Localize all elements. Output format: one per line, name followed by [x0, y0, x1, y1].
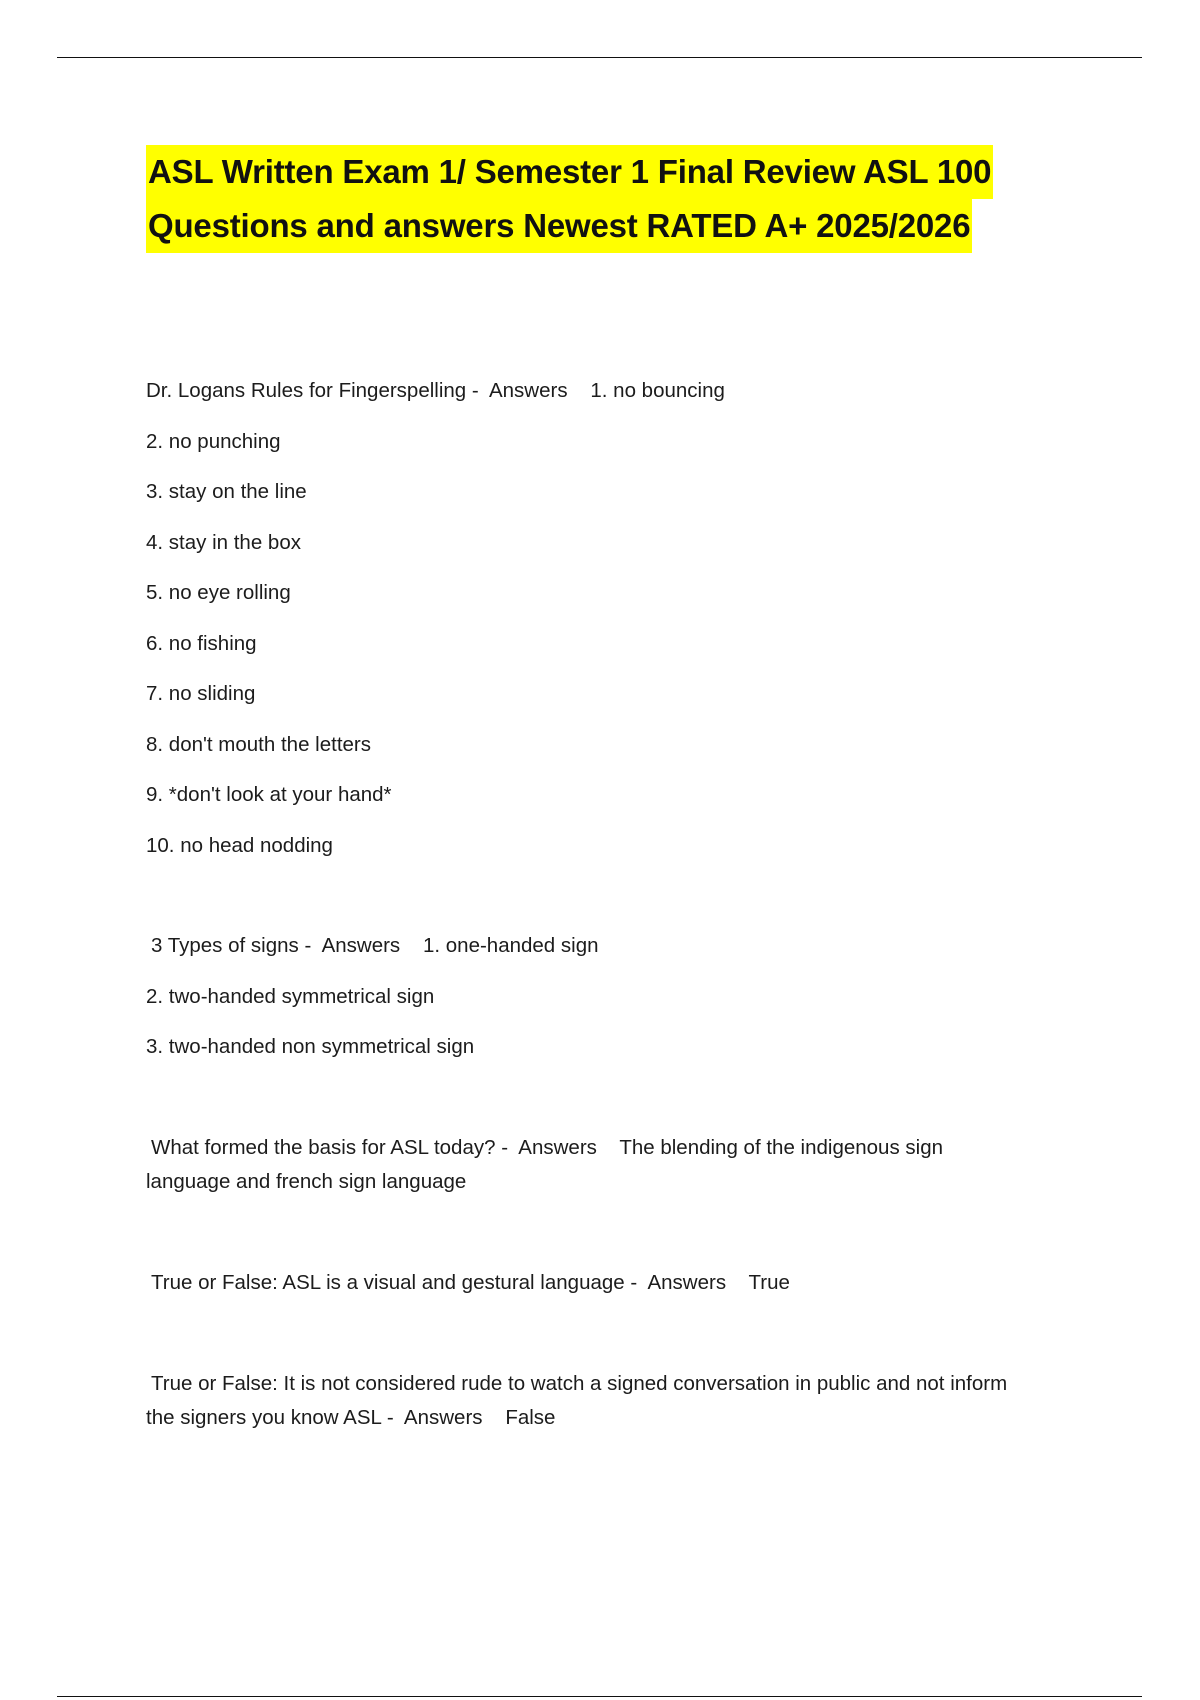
- qa-1-answer-line: 10. no head nodding: [146, 834, 333, 857]
- header-rule: [57, 57, 1142, 58]
- qa-1-question-line: [146, 374, 725, 408]
- document-title: [146, 145, 1086, 253]
- title-line-1: ASL Written Exam 1/ Semester 1 Final Review ASL 100: [146, 145, 993, 199]
- qa-1-answer-line: 8. don't mouth the letters: [146, 733, 371, 756]
- qa-3-answer-continued: language and french sign language: [146, 1170, 467, 1193]
- qa-2-answer-line: 3. two-handed non symmetrical sign: [146, 1035, 475, 1058]
- qa-3-answer: The blending of the indigenous sign: [619, 1136, 944, 1159]
- qa-2-answer: 1. one-handed sign: [422, 934, 599, 957]
- title-line-2: Questions and answers Newest RATED A+ 2025/2026: [146, 199, 972, 253]
- qa-4-question: True or False: ASL is a visual and gestural language -: [151, 1271, 638, 1294]
- qa-2-answer-line: 2. two-handed symmetrical sign: [146, 985, 435, 1008]
- qa-1-answer-line: 6. no fishing: [146, 632, 257, 655]
- footer-rule: [57, 1696, 1142, 1697]
- qa-1-answer-line: 5. no eye rolling: [146, 581, 291, 604]
- qa-1-question: Dr. Logans Rules for Fingerspelling -: [146, 379, 479, 402]
- qa-5-question-continued-line: [146, 1401, 555, 1435]
- qa-4-answers-label: Answers: [647, 1271, 727, 1294]
- qa-3-question-line: [146, 1131, 943, 1165]
- qa-3-answers-label: Answers: [518, 1136, 597, 1159]
- qa-3-question: What formed the basis for ASL today? -: [151, 1136, 509, 1159]
- qa-1-answer-line: 4. stay in the box: [146, 531, 301, 554]
- qa-1-answer-line: 3. stay on the line: [146, 480, 307, 503]
- qa-5-question-continued: the signers you know ASL -: [146, 1406, 394, 1429]
- qa-1-answer-line: 9. *don't look at your hand*: [146, 783, 392, 806]
- qa-1-answer: 1. no bouncing: [590, 379, 725, 402]
- qa-5-question-line: True or False: It is not considered rude to watch a signed conversation in public and not inform: [151, 1372, 1008, 1395]
- qa-5-answer: False: [505, 1406, 556, 1429]
- qa-1-answers-label: Answers: [488, 379, 568, 402]
- qa-1-answer-line: 7. no sliding: [146, 682, 256, 705]
- qa-2-question: 3 Types of signs -: [151, 934, 312, 957]
- qa-4-question-line: [146, 1266, 790, 1300]
- qa-2-answers-label: Answers: [321, 934, 401, 957]
- qa-2-question-line: [146, 929, 599, 963]
- qa-4-answer: True: [748, 1271, 790, 1294]
- qa-5-answers-label: Answers: [403, 1406, 483, 1429]
- qa-1-answer-line: 2. no punching: [146, 430, 281, 453]
